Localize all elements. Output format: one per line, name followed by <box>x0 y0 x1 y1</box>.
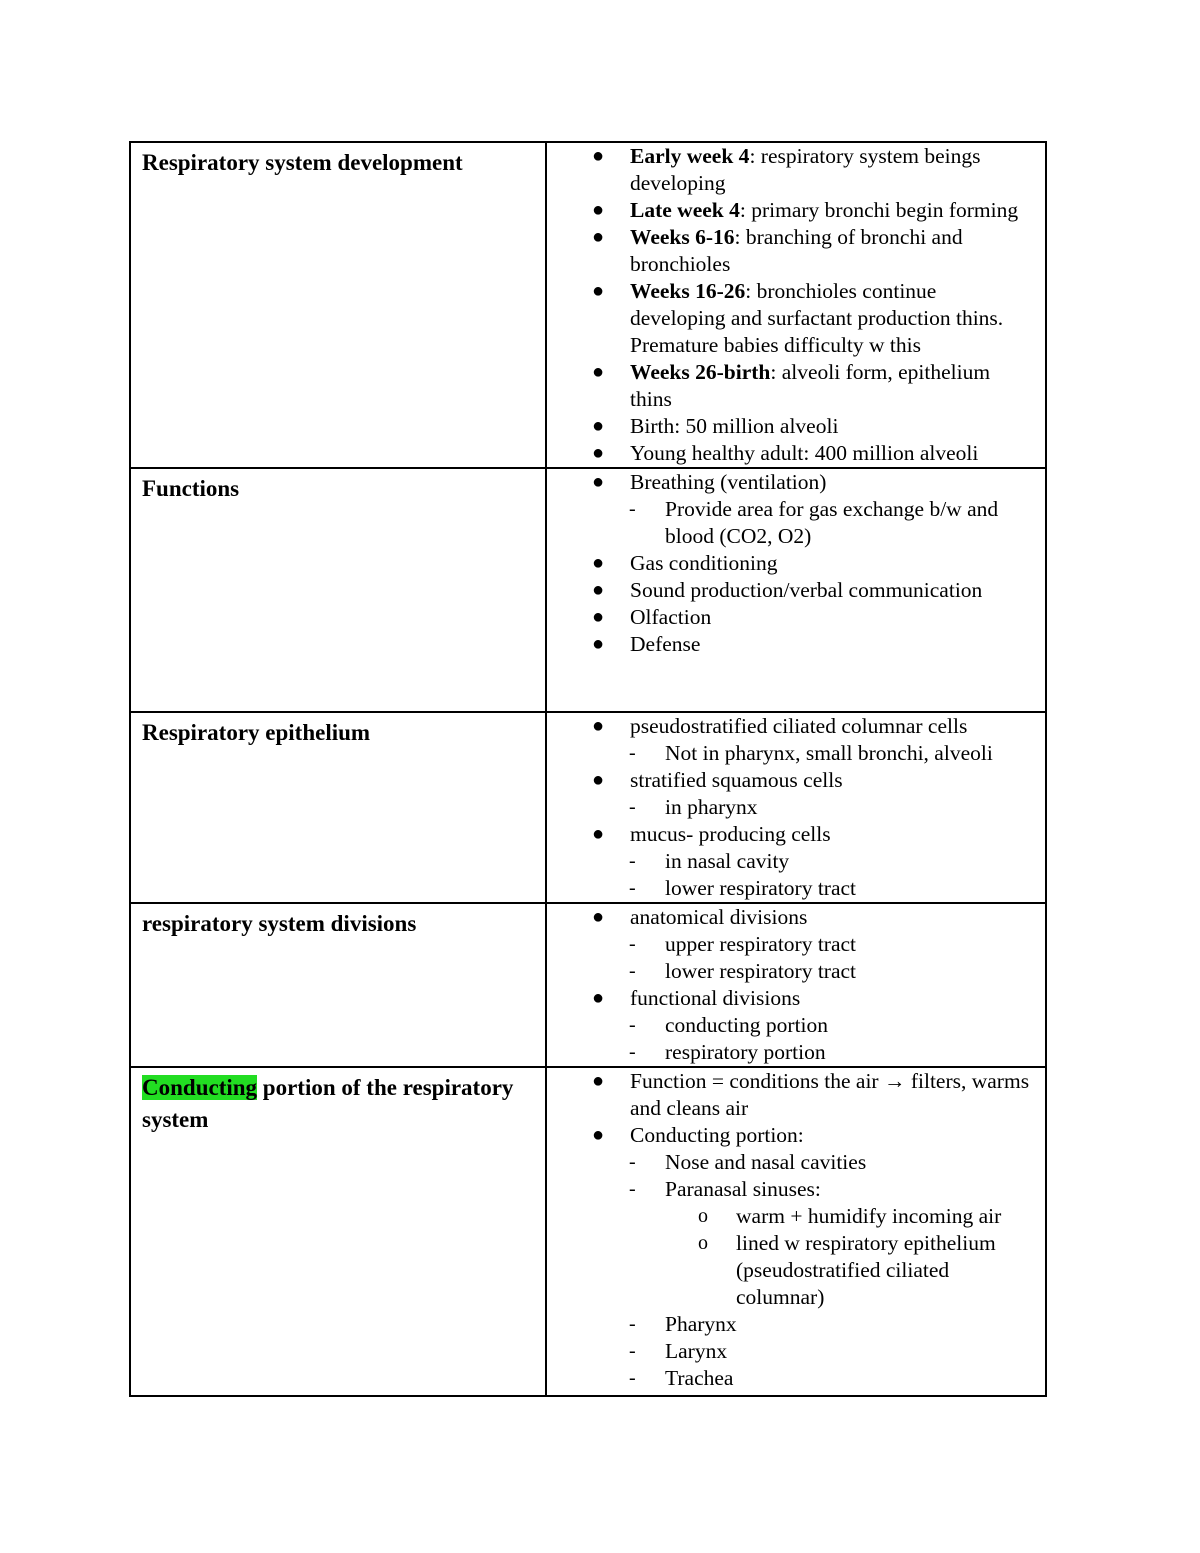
bullet-dot-icon: ● <box>592 361 605 383</box>
list-item <box>547 143 1037 197</box>
table-row <box>130 142 1046 468</box>
dash-bullet-icon: - <box>629 796 636 818</box>
table-row <box>130 903 1046 1067</box>
description-cell <box>546 468 1046 712</box>
item-text: Breathing (ventilation) <box>630 470 827 494</box>
term-cell <box>130 142 546 468</box>
bullet-dot-icon: ● <box>592 552 605 574</box>
bullet-dot-icon: ● <box>592 606 605 628</box>
dash-bullet-icon: - <box>629 933 636 955</box>
bullet-list <box>547 469 1037 658</box>
list-item <box>547 985 1037 1012</box>
list-item <box>547 631 1037 658</box>
list-item <box>547 278 1037 359</box>
item-text: : bronchioles continue developing and surfactant production thins. Premature babies difficulty w this <box>630 279 1004 357</box>
list-item <box>547 904 1037 931</box>
item-bold-label: Weeks 26-birth <box>630 360 771 384</box>
table-row <box>130 468 1046 712</box>
list-item <box>547 496 1037 550</box>
item-text: stratified squamous cells <box>630 768 843 792</box>
dash-bullet-icon: - <box>629 1340 636 1362</box>
bullet-dot-icon: ● <box>592 769 605 791</box>
list-item <box>547 604 1037 631</box>
item-text: : respiratory system beings developing <box>630 144 981 195</box>
list-item <box>547 958 1037 985</box>
description-cell <box>546 712 1046 903</box>
dash-bullet-icon: - <box>629 960 636 982</box>
item-text: : primary bronchi begin forming <box>739 198 1019 222</box>
description-cell <box>546 1067 1046 1396</box>
term-cell <box>130 903 546 1067</box>
bullet-list <box>547 143 1037 467</box>
item-text: Birth: 50 million alveoli <box>630 414 839 438</box>
list-item <box>547 550 1037 577</box>
circle-bullet-icon: o <box>698 1232 708 1254</box>
item-text: upper respiratory tract <box>665 932 857 956</box>
dash-bullet-icon: - <box>629 498 636 520</box>
dash-bullet-icon: - <box>629 1367 636 1389</box>
list-item <box>547 740 1037 767</box>
term-cell <box>130 1067 546 1396</box>
item-bold-label: Weeks 16-26 <box>630 279 746 303</box>
term-label-rest: portion of the respiratory system <box>142 1075 514 1132</box>
list-item <box>547 1230 1037 1311</box>
bullet-dot-icon: ● <box>592 579 605 601</box>
bullet-list <box>547 904 1037 1066</box>
item-text: functional divisions <box>630 986 801 1010</box>
item-text: Young healthy adult: 400 million alveoli <box>630 441 979 465</box>
list-item <box>547 1203 1037 1230</box>
bullet-dot-icon: ● <box>592 1124 605 1146</box>
bullet-dot-icon: ● <box>592 199 605 221</box>
list-item <box>547 794 1037 821</box>
item-text: Paranasal sinuses: <box>665 1177 821 1201</box>
item-text: Gas conditioning <box>630 551 778 575</box>
list-item <box>547 1039 1037 1066</box>
term-cell <box>130 712 546 903</box>
dash-bullet-icon: - <box>629 742 636 764</box>
notes-table <box>129 141 1047 1397</box>
term-label: respiratory system divisions <box>142 911 417 936</box>
term-label: Respiratory epithelium <box>142 720 371 745</box>
item-text: warm + humidify incoming air <box>736 1204 1002 1228</box>
item-bold-label: Early week 4 <box>630 144 750 168</box>
item-bold-label: Weeks 6-16 <box>630 225 735 249</box>
dash-bullet-icon: - <box>629 1041 636 1063</box>
item-text: Nose and nasal cavities <box>665 1150 867 1174</box>
item-text: mucus- producing cells <box>630 822 831 846</box>
list-item <box>547 713 1037 740</box>
term-label: Respiratory system development <box>142 150 463 175</box>
item-text: lower respiratory tract <box>665 959 857 983</box>
list-item <box>547 1122 1037 1149</box>
bullet-list <box>547 713 1037 902</box>
description-cell <box>546 903 1046 1067</box>
list-item <box>547 469 1037 496</box>
list-item <box>547 1068 1037 1122</box>
item-text: Sound production/verbal communication <box>630 578 983 602</box>
list-item <box>547 1149 1037 1176</box>
item-bold-label: Late week 4 <box>630 198 740 222</box>
list-item <box>547 848 1037 875</box>
bullet-dot-icon: ● <box>592 280 605 302</box>
list-item <box>547 577 1037 604</box>
bullet-dot-icon: ● <box>592 226 605 248</box>
bullet-dot-icon: ● <box>592 715 605 737</box>
dash-bullet-icon: - <box>629 1178 636 1200</box>
dash-bullet-icon: - <box>629 1151 636 1173</box>
list-item <box>547 875 1037 902</box>
item-text: Trachea <box>665 1366 734 1390</box>
term-label <box>142 1072 535 1136</box>
item-text: : alveoli form, epithelium thins <box>630 360 991 411</box>
item-text: Function = conditions the air → filters, warms and cleans air <box>630 1069 1030 1120</box>
term-cell <box>130 468 546 712</box>
table-row <box>130 712 1046 903</box>
bullet-dot-icon: ● <box>592 145 605 167</box>
table-row <box>130 1067 1046 1396</box>
item-text: in nasal cavity <box>665 849 790 873</box>
item-text: in pharynx <box>665 795 758 819</box>
dash-bullet-icon: - <box>629 850 636 872</box>
list-item <box>547 1338 1037 1365</box>
list-item <box>547 821 1037 848</box>
list-item <box>547 767 1037 794</box>
list-item <box>547 359 1037 413</box>
item-text: respiratory portion <box>665 1040 826 1064</box>
list-item <box>547 197 1037 224</box>
item-text: conducting portion <box>665 1013 829 1037</box>
item-text: Defense <box>630 632 701 656</box>
bullet-dot-icon: ● <box>592 471 605 493</box>
dash-bullet-icon: - <box>629 877 636 899</box>
item-text: lower respiratory tract <box>665 876 857 900</box>
notes-table-body <box>130 142 1046 1396</box>
item-text: Not in pharynx, small bronchi, alveoli <box>665 741 993 765</box>
description-cell <box>546 142 1046 468</box>
list-item <box>547 440 1037 467</box>
item-text: : branching of bronchi and bronchioles <box>630 225 963 276</box>
item-text: Larynx <box>665 1339 728 1363</box>
item-text: lined w respiratory epithelium (pseudostratified ciliated columnar) <box>736 1231 996 1309</box>
dash-bullet-icon: - <box>629 1313 636 1335</box>
list-item <box>547 1365 1037 1392</box>
list-item <box>547 224 1037 278</box>
bullet-dot-icon: ● <box>592 987 605 1009</box>
list-item <box>547 1012 1037 1039</box>
bullet-dot-icon: ● <box>592 442 605 464</box>
list-item <box>547 1311 1037 1338</box>
item-text: pseudostratified ciliated columnar cells <box>630 714 968 738</box>
item-text: Olfaction <box>630 605 712 629</box>
list-item <box>547 1176 1037 1203</box>
highlighted-term: Conducting <box>142 1075 258 1100</box>
bullet-dot-icon: ● <box>592 906 605 928</box>
item-text: Provide area for gas exchange b/w and blood (CO2, O2) <box>665 497 999 548</box>
item-text: Pharynx <box>665 1312 737 1336</box>
dash-bullet-icon: - <box>629 1014 636 1036</box>
circle-bullet-icon: o <box>698 1205 708 1227</box>
item-text: anatomical divisions <box>630 905 808 929</box>
list-item <box>547 413 1037 440</box>
term-label: Functions <box>142 476 240 501</box>
item-text: Conducting portion: <box>630 1123 804 1147</box>
bullet-dot-icon: ● <box>592 823 605 845</box>
bullet-list <box>547 1068 1037 1392</box>
list-item <box>547 931 1037 958</box>
bullet-dot-icon: ● <box>592 415 605 437</box>
bullet-dot-icon: ● <box>592 633 605 655</box>
bullet-dot-icon: ● <box>592 1070 605 1092</box>
